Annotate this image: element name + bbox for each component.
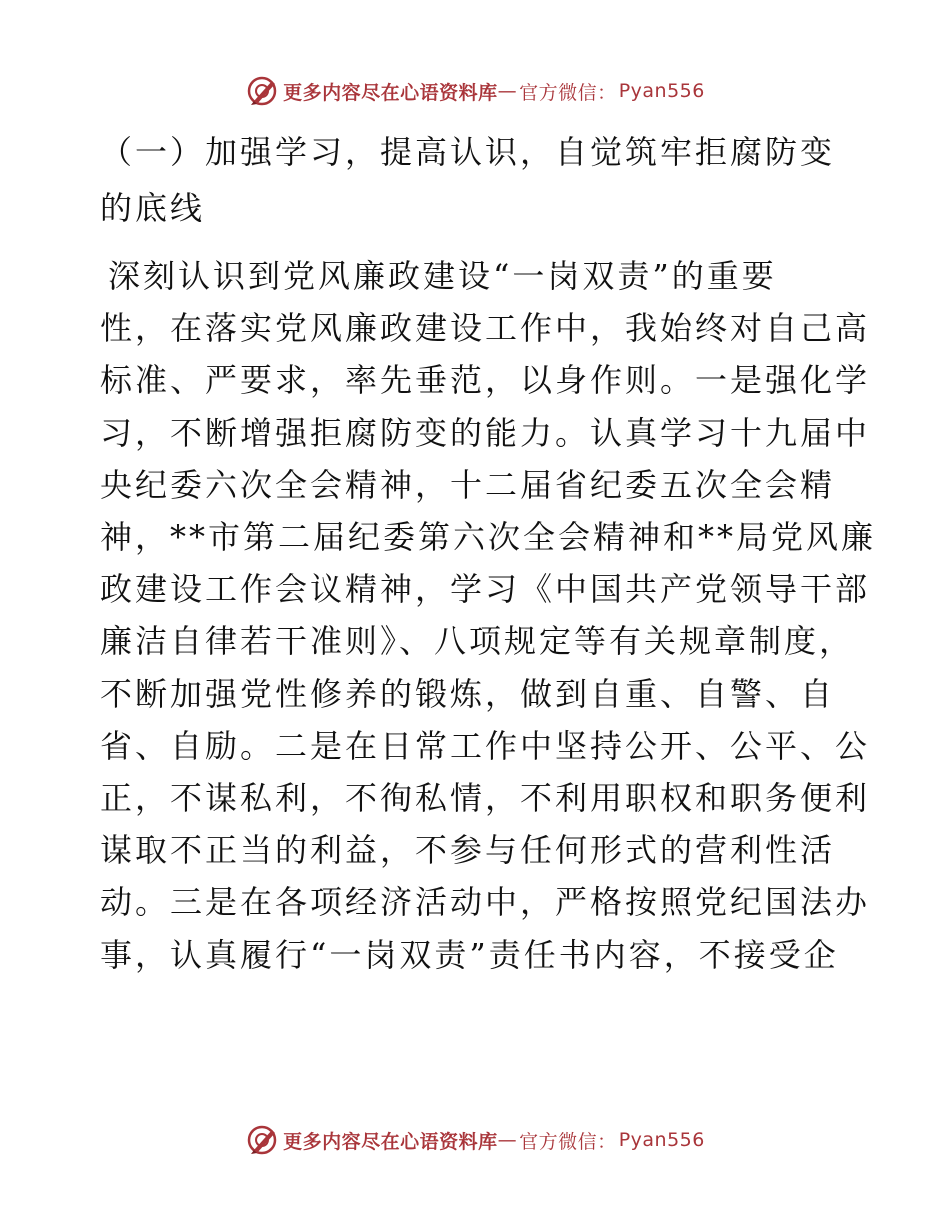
body-paragraph [100, 250, 877, 981]
body-line: 事，认真履行“一岗双责”责任书内容，不接受企 [100, 935, 839, 974]
body-line: 标准、严要求，率先垂范，以身作则。一是强化学 [100, 361, 871, 400]
pen-logo-icon [245, 1123, 279, 1157]
body-line: 谋取不正当的利益，不参与任何形式的营利性活 [100, 831, 836, 870]
header-brand-text: 更多内容尽在心语资料库 [283, 81, 498, 104]
footer-separator: — [497, 1129, 518, 1151]
header-wechat-id: Pyan556 [618, 80, 705, 102]
body-line: 政建设工作会议精神，学习《中国共产党领导干部 [100, 570, 871, 609]
body-line: 省、自励。二是在日常工作中坚持公开、公平、公 [100, 726, 871, 765]
body-line: 性，在落实党风廉政建设工作中，我始终对自己高 [100, 309, 871, 348]
footer-brand-text: 更多内容尽在心语资料库 [283, 1130, 498, 1153]
body-line: 动。三是在各项经济活动中，严格按照党纪国法办 [100, 883, 871, 922]
footer-wechat-label: 官方微信： [519, 1130, 617, 1153]
body-line: 深刻认识到党风廉政建设“一岗双责”的重要 [108, 257, 777, 295]
heading-line: 的底线 [100, 189, 206, 227]
section-heading [100, 124, 860, 236]
body-line: 习，不断增强拒腐防变的能力。认真学习十九届中 [100, 413, 871, 452]
footer-wechat-id: Pyan556 [618, 1129, 705, 1151]
header-banner [0, 71, 950, 111]
pen-logo-icon [245, 74, 279, 108]
body-line: 正，不谋私利，不徇私情，不利用职权和职务便利 [100, 779, 871, 818]
header-wechat-label: 官方微信： [519, 81, 617, 104]
header-separator: — [497, 80, 518, 102]
body-line: 不断加强党性修养的锻炼，做到自重、自警、自 [100, 674, 836, 713]
body-line: 神，**市第二届纪委第六次全会精神和**局党风廉 [100, 518, 877, 557]
body-line: 央纪委六次全会精神，十二届省纪委五次全会精 [100, 465, 836, 504]
body-line: 廉洁自律若干准则》、八项规定等有关规章制度， [100, 622, 855, 661]
footer-banner [0, 1120, 950, 1160]
heading-line: （一）加强学习，提高认识，自觉筑牢拒腐防变 [100, 133, 836, 171]
